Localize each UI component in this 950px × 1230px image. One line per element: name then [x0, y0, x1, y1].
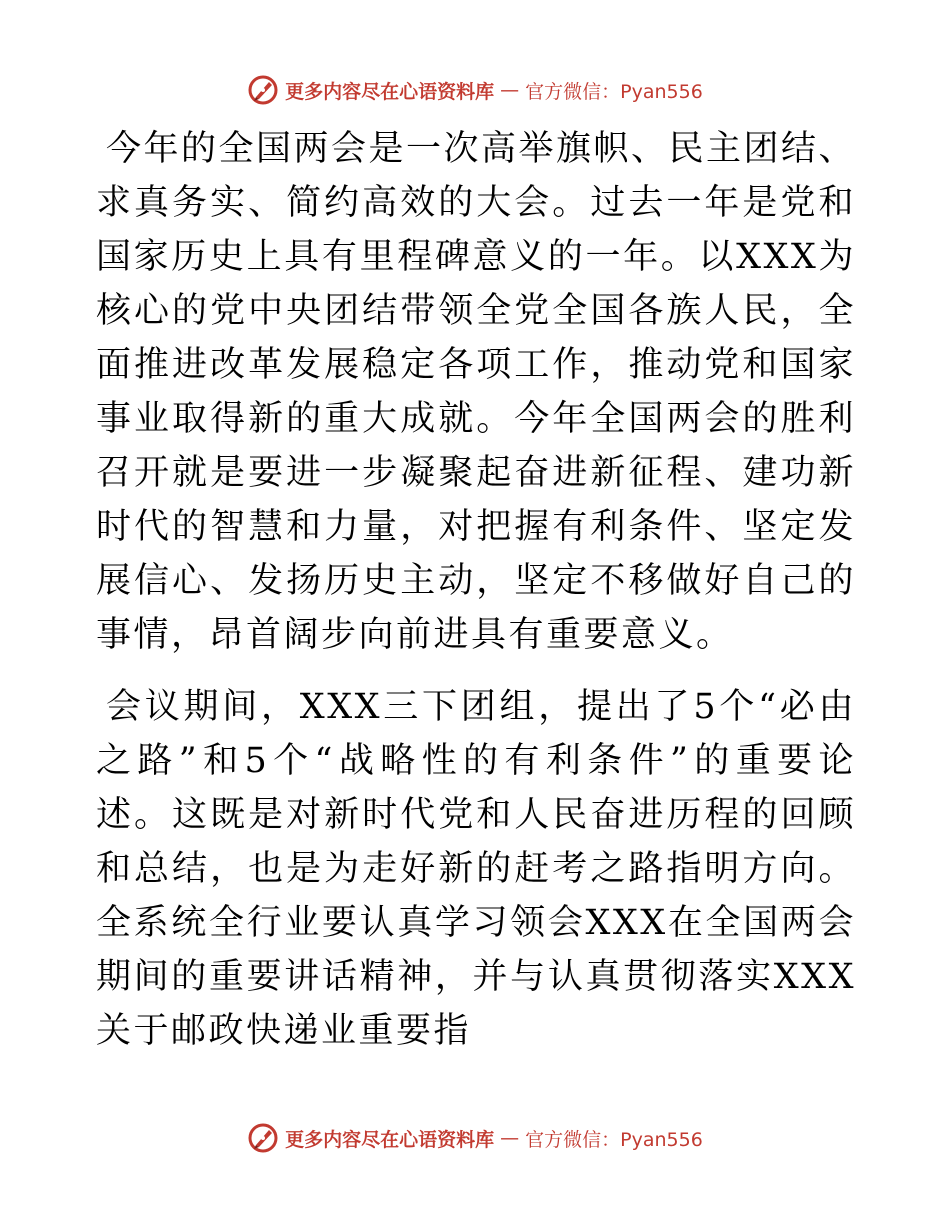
- banner-text: 更多内容尽在心语资料库: [285, 80, 495, 103]
- paragraph-1: 今年的全国两会是一次高举旗帜、民主团结、求真务实、简约高效的大会。过去一年是党和国家历史上具有里程碑意义的一年。以XXX为核心的党中央团结带领全党全国各族人民，全面推进改革发展稳定各项工作，推动党和国家事业取得新的重大成就。今年全国两会的胜利召开就是要进一步凝聚起奋进新征程、建功新时代的智慧和力量，对把握有利条件、坚定发展信心、发扬历史主动，坚定不移做好自己的事情，昂首阔步向前进具有重要意义。: [96, 129, 857, 655]
- banner-text: 更多内容尽在心语资料库: [285, 1128, 495, 1151]
- paragraph-2: 会议期间，XXX三下团组，提出了5个“必由之路”和5个“战略性的有利条件”的重要论述。这既是对新时代党和人民奋进历程的回顾和总结，也是为走好新的赶考之路指明方向。全系统全行业要认真学习领会XXX在全国两会期间的重要讲话精神，并与认真贯彻落实XXX关于邮政快递业重要指: [96, 687, 856, 1051]
- document-body: [96, 122, 856, 1058]
- pen-circle-logo-icon: [247, 74, 279, 106]
- banner-wechat: 官方微信：Pyan556: [525, 80, 703, 103]
- banner-separator: —: [500, 1127, 520, 1149]
- footer-banner: [0, 1118, 950, 1158]
- header-banner: [0, 70, 950, 110]
- banner-wechat: 官方微信：Pyan556: [525, 1128, 703, 1151]
- pen-circle-logo-icon: [247, 1122, 279, 1154]
- banner-separator: —: [500, 79, 520, 101]
